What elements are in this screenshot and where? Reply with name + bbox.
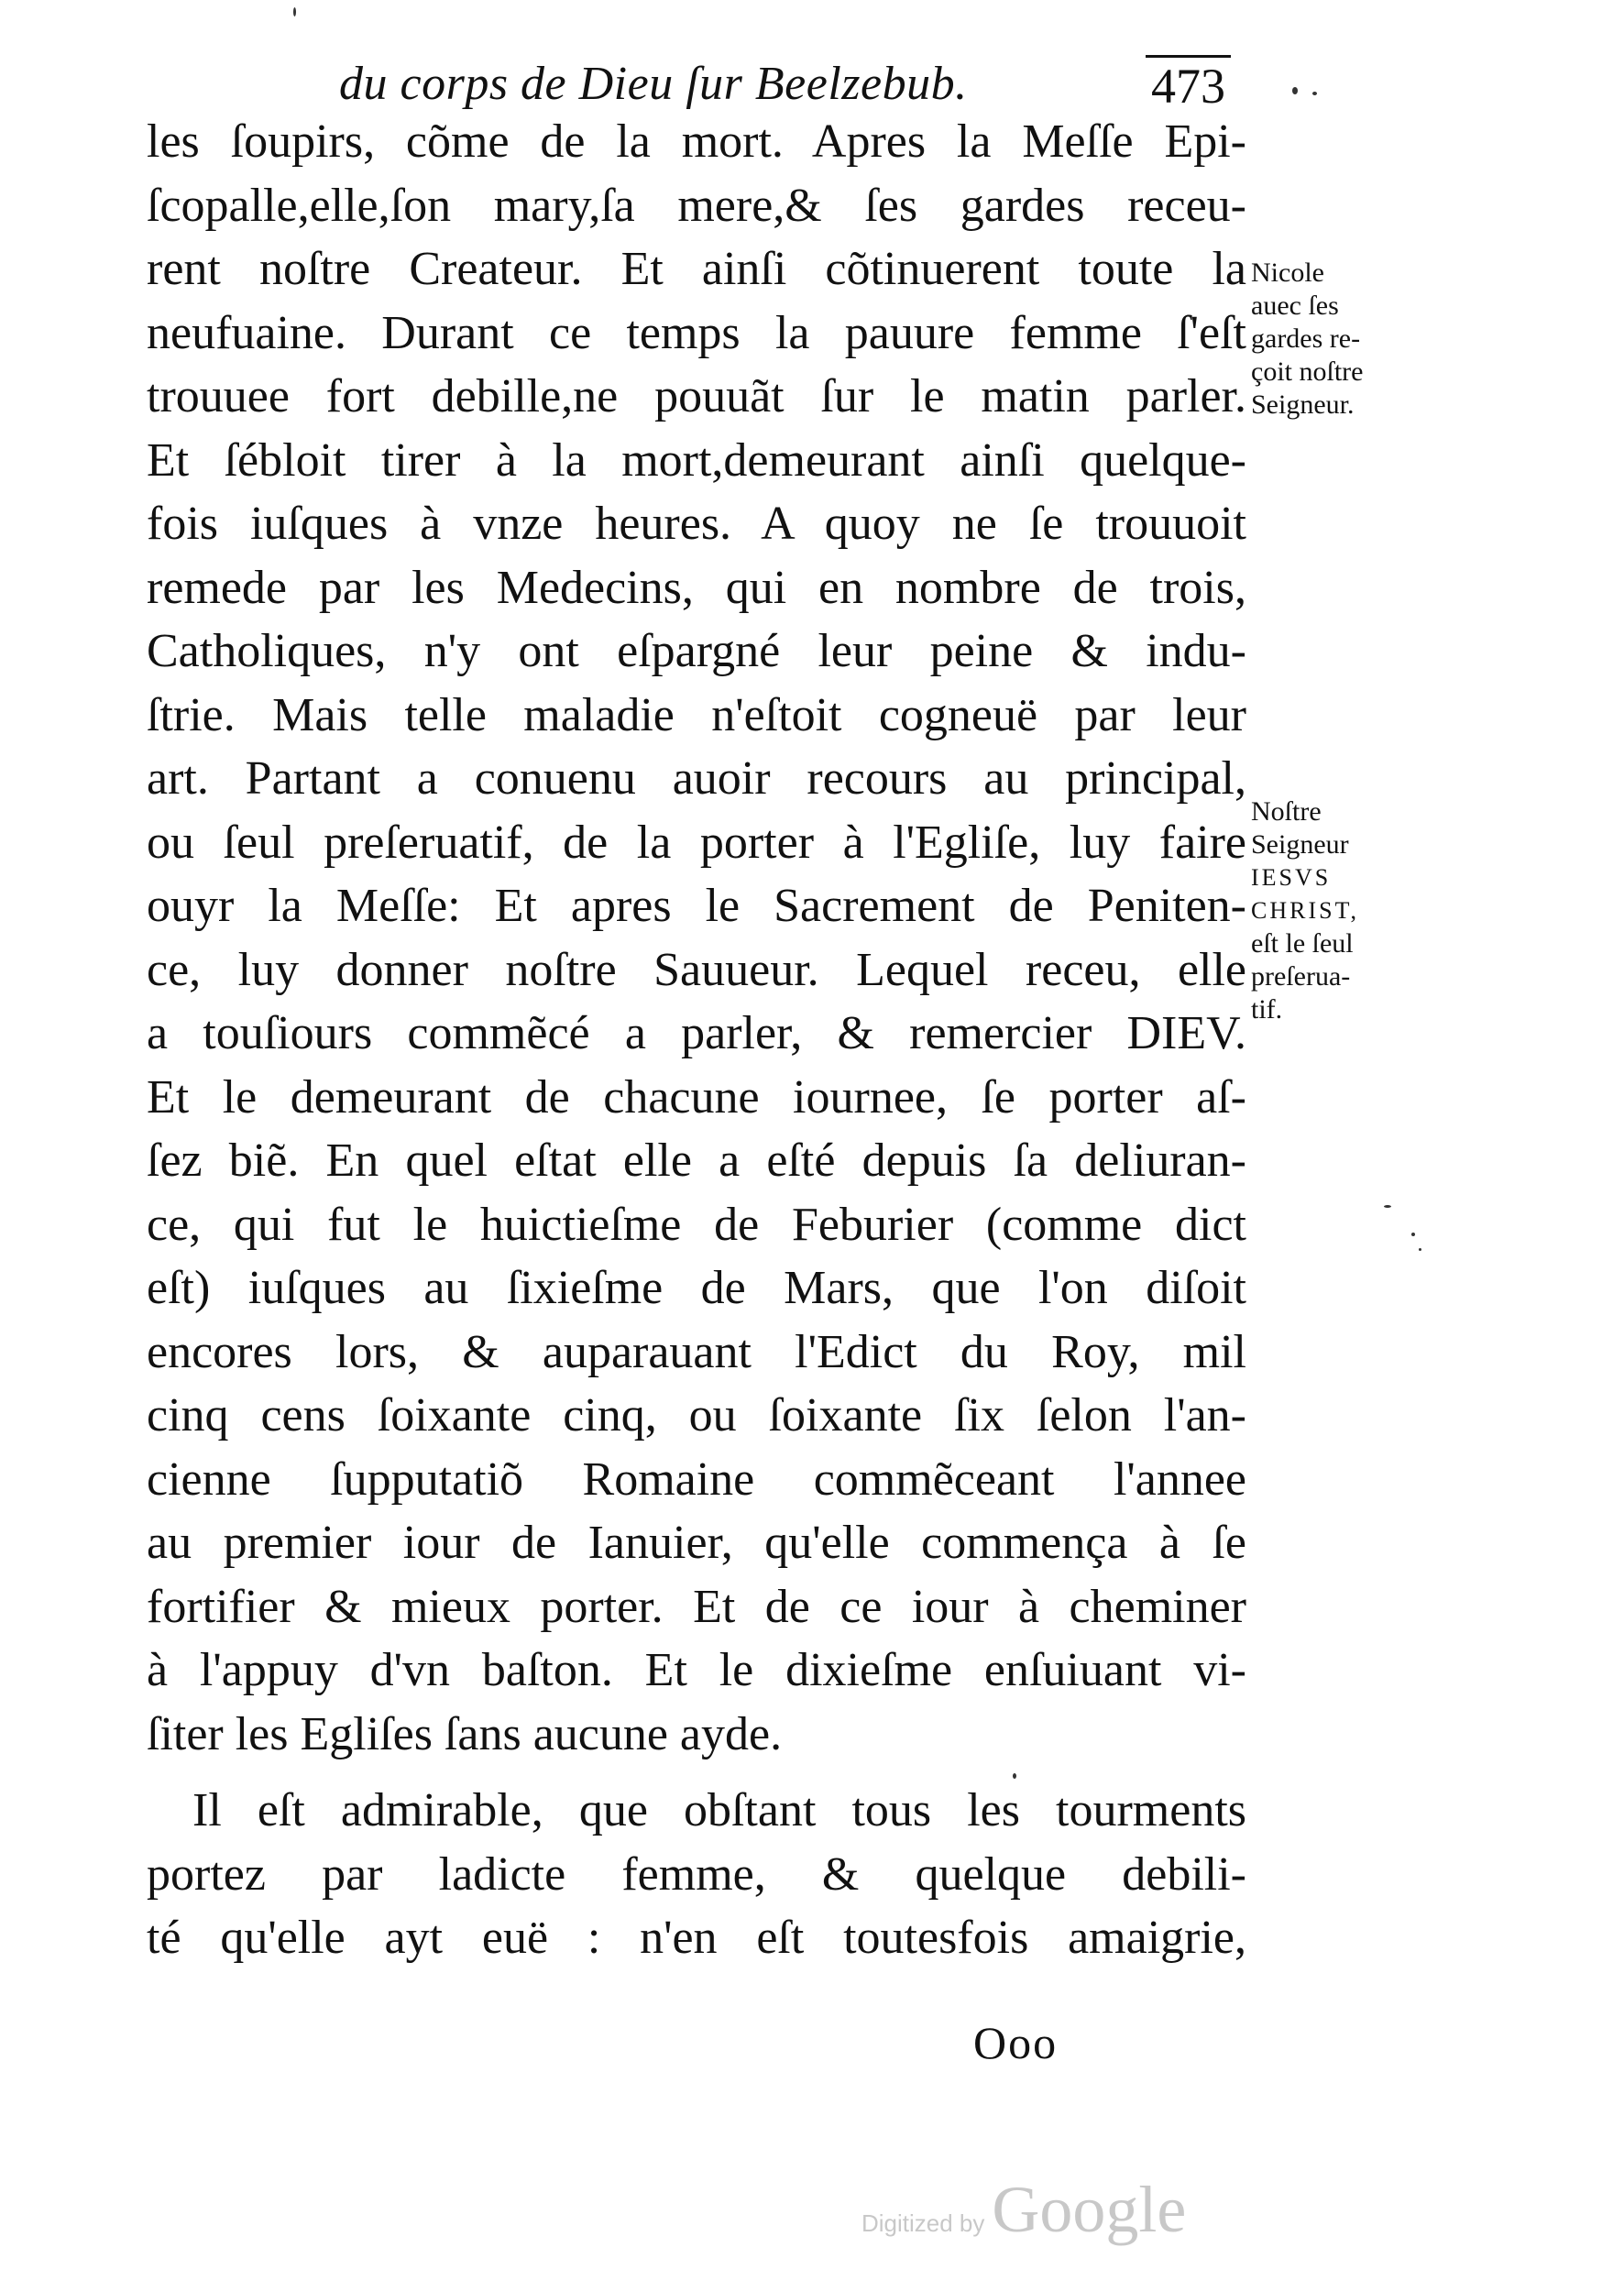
margin-note-line: auec ſes: [1251, 290, 1339, 321]
margin-note-line: tif.: [1251, 994, 1283, 1025]
text-line: ſcopalle,elle,ſon mary,ſa mere,& ſes gardes receu-: [147, 179, 1246, 232]
scan-speck: [293, 7, 296, 16]
margin-note-line: Noſtre: [1251, 796, 1322, 827]
paragraph-start-line: Il eſt admirable, que obſtant tous les tourments: [192, 1784, 1246, 1836]
text-line: rent noſtre Createur. Et ainſi cõtinuerent toute la: [147, 243, 1246, 295]
margin-note-line: IESVS: [1251, 864, 1332, 891]
scan-speck: [1384, 1205, 1391, 1208]
page-number: 473: [1146, 55, 1231, 115]
text-line: Et ſébloit tirer à la mort,demeurant ainſi quelque-: [147, 433, 1246, 487]
scan-speck: [1312, 92, 1317, 95]
watermark-prefix: Digitized by: [861, 2209, 985, 2237]
margin-note-line: Seigneur: [1251, 829, 1349, 860]
text-line: ſiter les Egliſes ſans aucune ayde.: [147, 1707, 783, 1760]
text-line: remede par les Medecins, qui en nombre de trois,: [147, 561, 1246, 614]
text-line: portez par ladicte femme, & quelque debili-: [147, 1847, 1246, 1901]
text-line: cinq cens ſoixante cinq, ou ſoixante ſix ſelon l'an-: [147, 1389, 1246, 1441]
text-line: trouuee fort debille,ne pouuãt ſur le matin parler.: [147, 370, 1246, 422]
text-line: ouyr la Meſſe: Et apres le Sacrement de Peniten-: [147, 880, 1246, 932]
text-line: eſt) iuſques au ſixieſme de Mars, que l'on diſoit: [147, 1262, 1246, 1314]
text-line: ce, luy donner noſtre Sauueur. Lequel receu, elle: [147, 943, 1246, 996]
margin-note-line: CHRIST,: [1251, 897, 1360, 924]
margin-note-line: çoit noſtre: [1251, 356, 1364, 387]
text-line: les ſoupirs, cõme de la mort. Apres la Meſſe Epi-: [147, 115, 1246, 168]
margin-note-line: eſt le ſeul: [1251, 928, 1354, 959]
margin-note-line: gardes re-: [1251, 323, 1361, 354]
scan-speck: [1419, 1248, 1421, 1251]
text-line: fortifier & mieux porter. Et de ce iour à cheminer: [147, 1580, 1246, 1633]
text-line: a touſiours commẽcé a parler, & remercier DIEV.: [147, 1007, 1246, 1059]
text-line: neufuaine. Durant ce temps la pauure femme ſ'eſt: [147, 306, 1246, 359]
margin-note-line: Seigneur.: [1251, 389, 1355, 420]
scan-speck: [1292, 87, 1298, 94]
digitized-watermark: [861, 2172, 1186, 2248]
running-title: du corps de Dieu ſur Beelzebub.: [339, 58, 968, 110]
text-line: encores lors, & auparauant l'Edict du Roy, mil: [147, 1325, 1246, 1378]
text-line: au premier iour de Ianuier, qu'elle commença à ſe: [147, 1517, 1246, 1569]
main-text-block: [147, 110, 1246, 1970]
text-line: ſez biẽ. En quel eſtat elle a eſté depuis ſa deliuran-: [147, 1135, 1246, 1187]
text-line: cienne ſupputatiõ Romaine commẽceant l'annee: [147, 1452, 1246, 1506]
text-line: à l'appuy d'vn baſton. Et le dixieſme enſuiuant vi-: [147, 1644, 1246, 1696]
google-logo: Google: [992, 2173, 1187, 2246]
text-line: fois iuſques à vnze heures. A quoy ne ſe trouuoit: [147, 498, 1246, 550]
margin-note-line: preſerua-: [1251, 961, 1351, 992]
scan-speck: [1013, 1773, 1016, 1779]
text-line: ce, qui fut le huictieſme de Feburier (comme dict: [147, 1198, 1246, 1251]
text-line: ſtrie. Mais telle maladie n'eſtoit cogneuë par leur: [147, 688, 1246, 741]
text-line: ou ſeul preſeruatif, de la porter à l'Egliſe, luy faire: [147, 816, 1246, 869]
catchword: Ooo: [973, 2017, 1059, 2068]
text-line: art. Partant a conuenu auoir recours au principal,: [147, 752, 1246, 805]
text-line: Catholiques, n'y ont eſpargné leur peine & indu-: [147, 625, 1246, 677]
text-line: Et le demeurant de chacune iournee, ſe porter aſ-: [147, 1070, 1246, 1124]
scan-speck: [1411, 1233, 1415, 1236]
margin-note-nostre-seigneur: [1251, 795, 1416, 1026]
margin-note-line: Nicole: [1251, 258, 1324, 288]
margin-note-nicole: [1251, 257, 1416, 422]
text-line: té qu'elle ayt euë : n'en eſt toutesfois amaigrie,: [147, 1912, 1246, 1964]
